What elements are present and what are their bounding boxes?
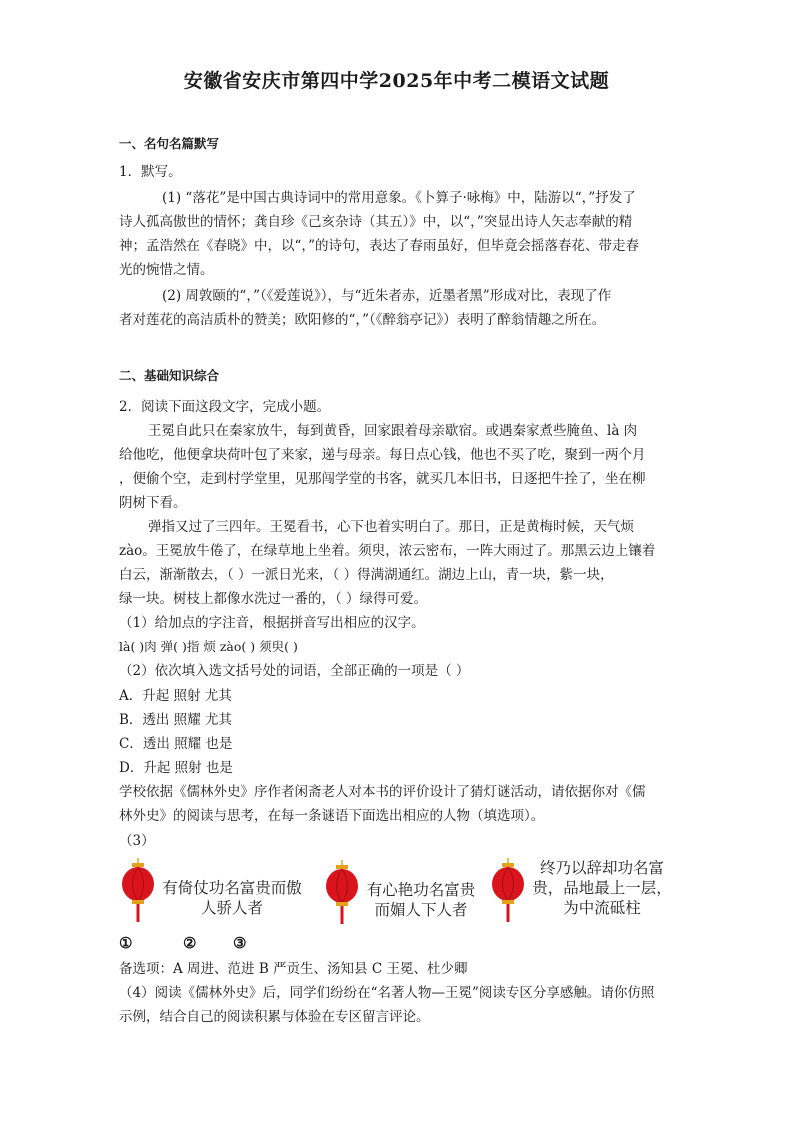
option-c: C．透出 照耀 也是 [119,736,233,752]
rulin-intro-line-1: 学校依据《儒林外史》序作者闲斋老人对本书的评价设计了猜灯谜活动，请依据你对《儒 [119,784,646,800]
riddle-number-2: ② [183,934,197,952]
passage-line-7: 白云，渐渐散去，（ ）一派日光来，（ ）得满湖通红。湖边上山，青一块，紫一块， [119,567,614,583]
passage-line-4: 阴树下看。 [119,495,187,511]
option-d: D．升起 照射 也是 [119,760,233,776]
riddle-3-line-2: 贵，品地最上一层， [532,879,672,897]
riddle-2 [359,880,483,920]
riddle-3-line-1: 终乃以辞却功名富 [539,859,664,877]
riddle-2-line-1: 有心艳功名富贵 [366,881,476,899]
passage-line-8: 绿一块。树枝上都像水洗过一番的，（ ）绿得可爱。 [119,591,428,607]
section-heading-2: 二、基础知识综合 [119,368,220,383]
sub-question-2: （2）依次填入选文括号处的词语，全部正确的一项是（ ） [119,663,470,679]
q1-line-6: 者对莲花的高洁质朴的赞美；欧阳修的“，”（《醉翁亭记》）表明了醉翁情趣之所在。 [119,312,606,328]
riddle-3 [527,858,677,918]
option-a: A．升起 照射 尤其 [119,688,232,704]
page-title: 安徽省安庆市第四中学2025年中考二模语文试题 [183,70,610,92]
riddle-1-line-1: 有倚仗功名富贵而傲 [162,879,302,897]
q1-line-5: (2) 周敦颐的“，”（《爱莲说》），与“近朱者赤，近墨者黑”形成对比，表现了作 [162,288,612,304]
passage-line-3: ，便偷个空，走到村学堂里，见那闯学堂的书客，就买几本旧书，日逐把牛拴了，坐在柳 [119,471,646,487]
rulin-intro-line-2: 林外史》的阅读与思考，在每一条谜语下面选出相应的人物（填选项）。 [119,808,545,824]
passage-line-5: 弹指又过了三四年。王冕看书，心下也着实明白了。那日，正是黄梅时候，天气烦 [148,519,634,535]
q1-line-4: 光的惋惜之情。 [119,262,214,278]
lantern-riddles [119,856,679,928]
riddle-2-line-2: 而媚人下人者 [374,901,468,919]
lantern-icon [491,858,525,924]
sub-question-1-blanks: là( )肉 弹( )指 烦 zào( ) 须臾( ) [119,639,298,654]
riddle-1-line-2: 人骄人者 [200,899,263,917]
sub-question-4-line-1: （4）阅读《儒林外史》后，同学们纷纷在“名著人物—王冕”阅读专区分享感触。请你仿照 [119,985,655,1001]
passage-line-2: 给他吃，他便拿块荷叶包了来家，递与母亲。每日点心钱，他也不买了吃，聚到一两个月 [119,447,646,463]
lantern-icon [325,860,359,926]
q1-line-1: (1) “落花”是中国古典诗词中的常用意象。《卜算子·咏梅》中，陆游以“，”抒发了 [162,190,636,206]
passage-line-1: 王冕自此只在秦家放牛，每到黄昏，回家跟着母亲歇宿。或遇秦家煮些腌鱼、là 肉 [148,423,638,439]
riddle-3-line-3: 为中流砥柱 [563,899,641,917]
section-heading-1: 一、名句名篇默写 [119,136,220,151]
choices-line: 备选项：A 周进、范进 B 严贡生、汤知县 C 王冕、杜少卿 [119,961,468,977]
question-1-label: 1．默写。 [119,164,182,180]
q1-line-2: 诗人孤高傲世的情怀；龚自珍《己亥杂诗（其五）》中，以“，”突显出诗人矢志奉献的精 [119,214,633,230]
question-2-label: 2．阅读下面这段文字，完成小题。 [119,399,331,415]
riddle-1 [157,878,307,918]
sub-question-4-line-2: 示例，结合自己的阅读积累与体验在专区留言评论。 [119,1009,430,1025]
sub-question-3: （3） [119,833,155,849]
lantern-icon [121,858,155,924]
option-b: B．透出 照耀 尤其 [119,712,233,728]
passage-line-6: zào。王冕放牛倦了，在绿草地上坐着。须臾，浓云密布，一阵大雨过了。那黑云边上镶着 [119,543,656,559]
q1-line-3: 神；孟浩然在《春晓》中，以“，”的诗句，表达了春雨虽好，但毕竟会摇落春花、带走春 [119,238,640,254]
sub-question-1: （1）给加点的字注音，根据拼音写出相应的汉字。 [119,615,425,631]
riddle-number-3: ③ [233,934,247,952]
riddle-number-1: ① [119,934,133,952]
